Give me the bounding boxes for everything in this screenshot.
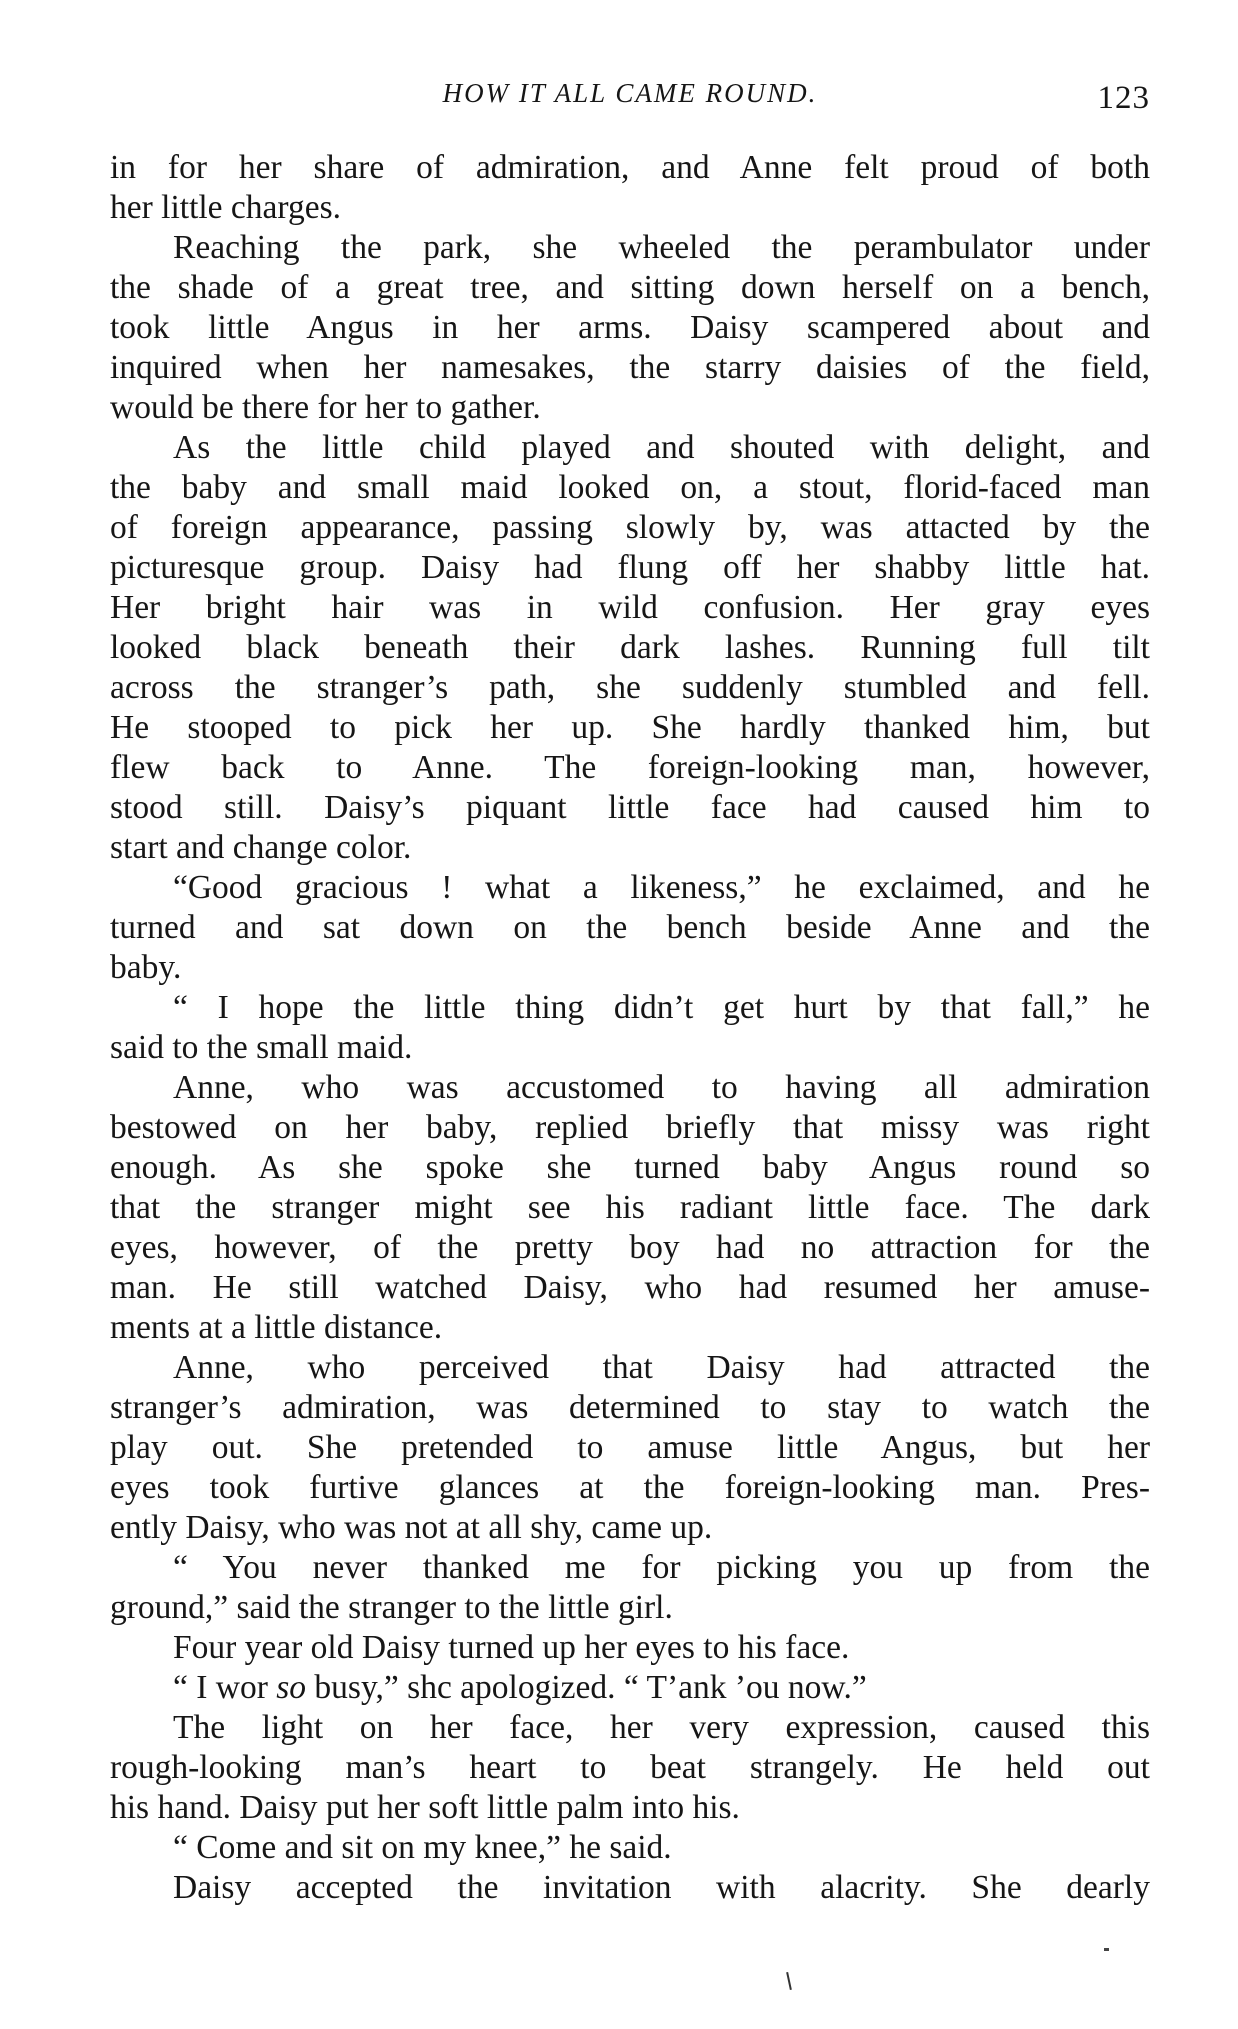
text-line: The light on her face, her very expression, caused this: [173, 1709, 1150, 1746]
emphasis: so: [276, 1669, 307, 1706]
text-line: picturesque group. Daisy had flung off her shabby little hat.: [110, 549, 1150, 586]
text-line: rough-looking man’s heart to beat strangely. He held out: [110, 1749, 1150, 1786]
text-line: across the stranger’s path, she suddenly stumbled and fell.: [110, 669, 1150, 706]
text-line: of foreign appearance, passing slowly by, was attacted by the: [110, 509, 1150, 546]
text-line: eyes, however, of the pretty boy had no attraction for the: [110, 1229, 1150, 1266]
page-number: 123: [1097, 80, 1150, 116]
text-line: in for her share of admiration, and Anne felt proud of both: [110, 149, 1150, 186]
text-line: Anne, who was accustomed to having all admiration: [173, 1069, 1150, 1106]
text-line: his hand. Daisy put her soft little palm into his.: [110, 1789, 740, 1826]
text-line: “ Come and sit on my knee,” he said.: [173, 1829, 672, 1866]
text-line: “ I hope the little thing didn’t get hurt by that fall,” he: [173, 989, 1150, 1026]
text-line: Four year old Daisy turned up her eyes to his face.: [173, 1629, 850, 1666]
text-line: took little Angus in her arms. Daisy scampered about and: [110, 309, 1150, 346]
text-line: Daisy accepted the invitation with alacrity. She dearly: [173, 1869, 1150, 1906]
text-line: turned and sat down on the bench beside Anne and the: [110, 909, 1150, 946]
text-line: “ You never thanked me for picking you up from the: [173, 1549, 1150, 1586]
text-line: start and change color.: [110, 829, 412, 866]
running-head: [110, 70, 1150, 120]
text-line: ently Daisy, who was not at all shy, came up.: [110, 1509, 713, 1546]
text-line: flew back to Anne. The foreign-looking man, however,: [110, 749, 1150, 786]
text-line: bestowed on her baby, replied briefly that missy was right: [110, 1109, 1150, 1146]
text-line: ments at a little distance.: [110, 1309, 443, 1346]
text-line: man. He still watched Daisy, who had resumed her amuse-: [110, 1269, 1150, 1306]
text-line: ground,” said the stranger to the little girl.: [110, 1589, 673, 1626]
text-line: stood still. Daisy’s piquant little face had caused him to: [110, 789, 1150, 826]
text-line: baby.: [110, 949, 182, 986]
print-mark: [786, 1972, 792, 1990]
text-line: the shade of a great tree, and sitting down herself on a bench,: [110, 269, 1150, 306]
text-line: stranger’s admiration, was determined to stay to watch the: [110, 1389, 1150, 1426]
print-speck: [1104, 1948, 1109, 1951]
text-line: said to the small maid.: [110, 1029, 413, 1066]
text-line: “ I wor so busy,” shc apologized. “ T’ank ’ou now.”: [173, 1669, 867, 1706]
text-line: her little charges.: [110, 189, 341, 226]
running-title: HOW IT ALL CAME ROUND.: [442, 78, 818, 108]
body-text: [110, 148, 1150, 1908]
text-line: would be there for her to gather.: [110, 389, 541, 426]
text-line: Reaching the park, she wheeled the perambulator under: [173, 229, 1150, 266]
text-line: looked black beneath their dark lashes. Running full tilt: [110, 629, 1150, 666]
text-line: “Good gracious ! what a likeness,” he exclaimed, and he: [173, 869, 1150, 906]
text-line: He stooped to pick her up. She hardly thanked him, but: [110, 709, 1150, 746]
text-line: enough. As she spoke she turned baby Angus round so: [110, 1149, 1150, 1186]
text-line: the baby and small maid looked on, a stout, florid-faced man: [110, 469, 1150, 506]
text-line: that the stranger might see his radiant little face. The dark: [110, 1189, 1150, 1226]
text-line: play out. She pretended to amuse little Angus, but her: [110, 1429, 1150, 1466]
text-line: eyes took furtive glances at the foreign-looking man. Pres-: [110, 1469, 1150, 1506]
text-line: Her bright hair was in wild confusion. Her gray eyes: [110, 589, 1150, 626]
text-line: inquired when her namesakes, the starry daisies of the field,: [110, 349, 1150, 386]
text-line: Anne, who perceived that Daisy had attracted the: [173, 1349, 1150, 1386]
text-line: As the little child played and shouted with delight, and: [173, 429, 1150, 466]
